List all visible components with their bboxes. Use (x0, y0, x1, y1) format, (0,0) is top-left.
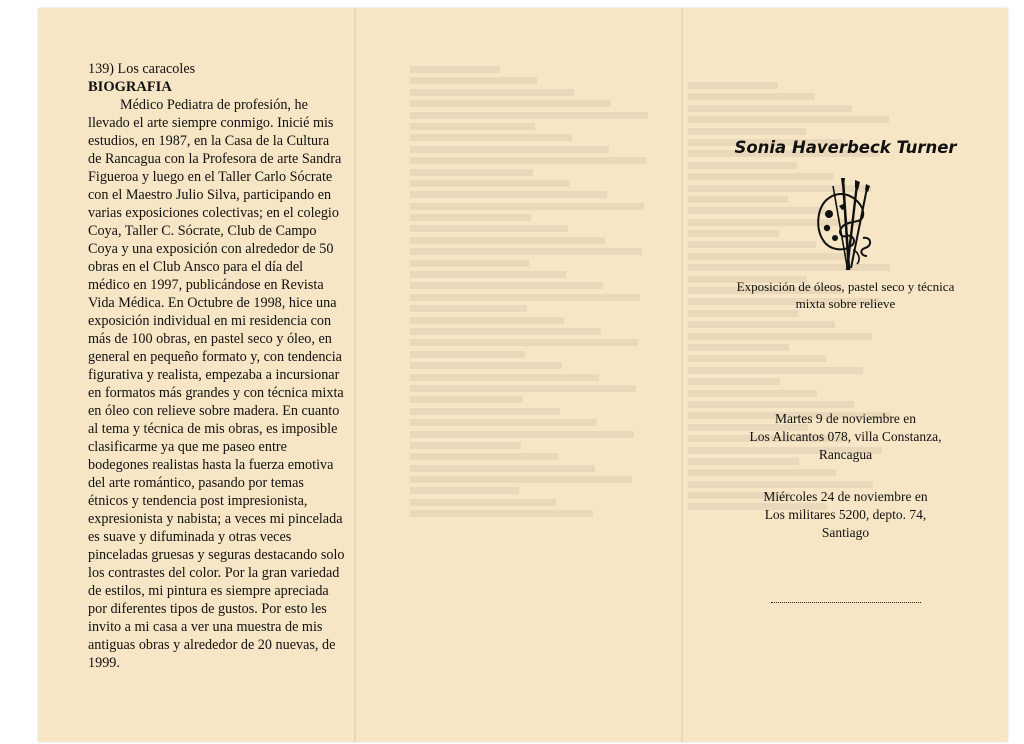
event2-address: Los militares 5200, depto. 74, (764, 507, 927, 522)
event1-date: Martes 9 de noviembre en (775, 411, 916, 426)
bleed-through-line (410, 77, 537, 84)
dotted-signature-line (771, 602, 921, 603)
palette-brushes-icon (813, 176, 879, 276)
bleed-through-line (410, 465, 595, 472)
fold-line-left (354, 8, 356, 742)
bleed-through-line (410, 123, 535, 130)
event2-date: Miércoles 24 de noviembre en (763, 489, 928, 504)
bleed-through-line (410, 169, 533, 176)
bleed-through-line (410, 294, 640, 301)
subtitle-line-1: Exposición de óleos, pastel seco y técnica (736, 279, 955, 294)
bleed-through-line (410, 157, 646, 164)
bleed-through-line (410, 339, 638, 346)
bleed-through-line (410, 317, 564, 324)
exhibition-subtitle (683, 278, 1008, 312)
bleed-through-line (410, 89, 574, 96)
bleed-through-line (410, 191, 607, 198)
bleed-through-line (410, 225, 568, 232)
bleed-through-line (410, 112, 648, 119)
bleed-through-line (410, 248, 642, 255)
bleed-through-line (410, 134, 572, 141)
bleed-through-line (410, 203, 644, 210)
bleed-through-line (410, 408, 560, 415)
event-rancagua (683, 410, 1008, 464)
bleed-through-line (410, 237, 605, 244)
bleed-through-line (410, 282, 603, 289)
bleed-through-line (410, 362, 562, 369)
bleed-through-line (410, 476, 632, 483)
bleed-through-line (410, 419, 597, 426)
bleed-through-line (410, 487, 519, 494)
event1-address: Los Alicantos 078, villa Constanza, (749, 429, 942, 444)
bleed-through-line (410, 180, 570, 187)
bleed-through-line (410, 351, 525, 358)
bleed-through-line (410, 100, 611, 107)
bleed-through-line (410, 66, 500, 73)
bleed-through-line (410, 214, 531, 221)
bleed-through-line (410, 328, 601, 335)
bleed-through-line (410, 431, 634, 438)
bleed-through-line (410, 385, 636, 392)
bleed-through-line (410, 146, 609, 153)
biography-heading: BIOGRAFIA (88, 79, 172, 95)
bleed-through-line (410, 271, 566, 278)
bleed-through-line (410, 305, 527, 312)
biography-panel (88, 60, 346, 672)
event-santiago (683, 488, 1008, 542)
bleed-through-line (410, 396, 523, 403)
artwork-list-item: 139) Los caracoles (88, 61, 196, 77)
artist-name: Sonia Haverbeck Turner (734, 138, 957, 157)
event1-city: Rancagua (818, 447, 873, 462)
biography-text: Médico Pediatra de profesión, he llevado el arte siempre conmigo. Inicié mis estudios, en 1987, en la Casa de la Cultura de Rancagua con la Profesora de arte Sandra Figueroa y luego en el Taller Carlo Sócrate con el Maestro Julio Silva, participando en varias exposiciones colectivas; en el colegio Coya, Taller C. Sócrate, Club de Campo Coya y una exposición con alrededor de 50 obras en el Club Ansco para el día del médico en 1997, publicándose en Revista Vida Médica. En Octubre de 1998, hice una exposición individual en mi residencia con más de 100 obras, en pastel seco y óleo, en general en pequeño formato y, con tendencia figurativa y realista, empezaba a incursionar en formatos más grandes y con técnica mixta en óleo con relieve sobre madera. En cuanto al tema y técnica de mis obras, es imposible clasificarme ya que me paseo entre bodegones realistas hasta la fuerza emotiva del arte romántico, pasando por temas étnicos y tendencia post impresionista, expresionista y nabista; a veces mi pincelada es suave y difuminada y otras veces pinceladas gruesas y seguras destacando solo los contrastes del color. Por la gran variedad de estilos, mi pintura es siempre apreciada por diferentes tipos de gustos. Por esto les invito a mi casa a ver una muestra de mis antiguas obras y alrededor de 20 nuevas, de 1999. (88, 97, 345, 671)
event2-city: Santiago (821, 525, 870, 540)
bleed-through-line (410, 260, 529, 267)
brochure-sheet (38, 8, 1008, 742)
bleed-through-line (410, 499, 556, 506)
bleed-through-list-middle (410, 62, 680, 522)
subtitle-line-2: mixta sobre relieve (795, 296, 896, 311)
bleed-through-line (410, 453, 558, 460)
bleed-through-line (410, 442, 521, 449)
bleed-through-line (410, 510, 593, 517)
bleed-through-line (410, 374, 599, 381)
cover-panel (683, 8, 1008, 742)
